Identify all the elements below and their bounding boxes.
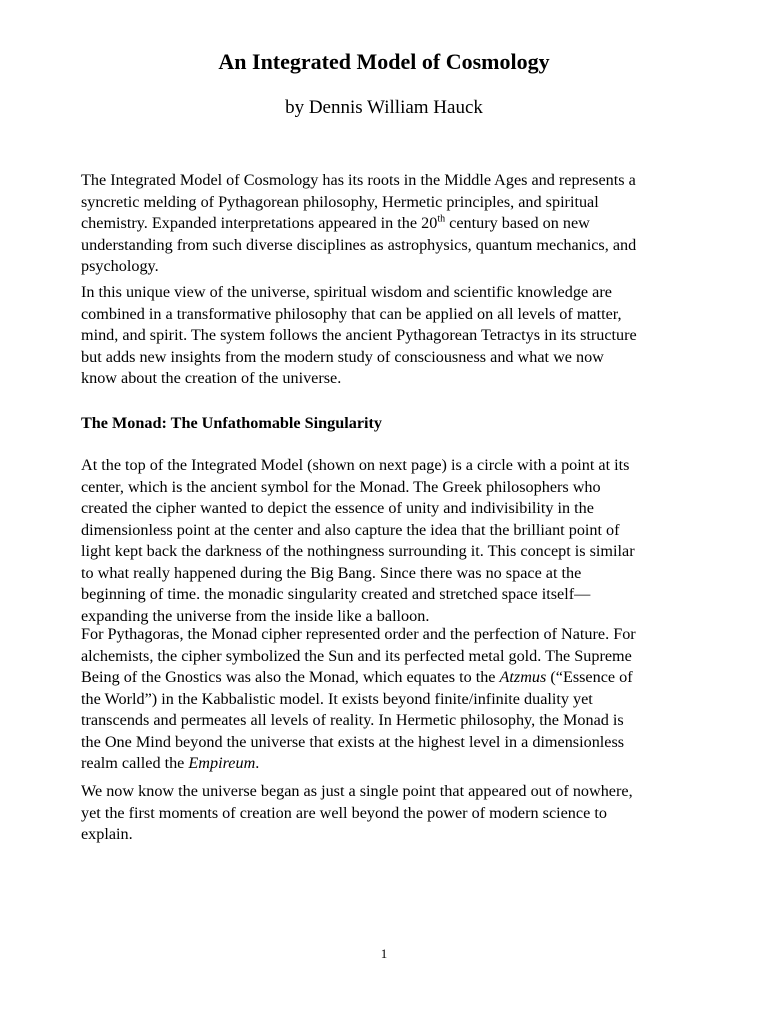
text-line: but adds new insights from the modern study of consciousness and what we now	[81, 347, 604, 366]
text-line: center, which is the ancient symbol for the Monad. The Greek philosophers who	[81, 477, 601, 496]
text-line	[81, 667, 687, 689]
text-line: syncretic melding of Pythagorean philosophy, Hermetic principles, and spiritual	[81, 192, 599, 211]
text-line: alchemists, the cipher symbolized the Sun and its perfected metal gold. The Supreme	[81, 646, 632, 665]
document-title: An Integrated Model of Cosmology	[218, 49, 550, 74]
text-line: the World”) in the Kabbalistic model. It exists beyond finite/infinite duality yet	[81, 689, 593, 708]
monad-paragraph-3	[81, 781, 687, 846]
text-line: dimensionless point at the center and also capture the idea that the brilliant point of	[81, 520, 620, 539]
text-line	[81, 753, 687, 775]
text-line: We now know the universe began as just a single point that appeared out of nowhere,	[81, 782, 633, 800]
italic-term: Empireum	[188, 754, 256, 772]
text-line: expanding the universe from the inside like a balloon.	[81, 606, 430, 625]
superscript: th	[437, 213, 446, 225]
text-line: the One Mind beyond the universe that exists at the highest level in a dimensionless	[81, 732, 625, 751]
document-author: by Dennis William Hauck	[285, 97, 483, 118]
section-heading: The Monad: The Unfathomable Singularity	[81, 414, 383, 432]
text-line: psychology.	[81, 257, 159, 275]
text-line: explain.	[81, 825, 133, 843]
intro-paragraph-2	[81, 282, 687, 390]
text-run: century based on new	[445, 214, 590, 232]
text-line: understanding from such diverse disciplines as astrophysics, quantum mechanics, and	[81, 235, 637, 254]
text-line: beginning of time. the monadic singularity created and stretched space itself—	[81, 585, 591, 603]
text-line: created the cipher wanted to depict the essence of unity and indivisibility in the	[81, 499, 594, 517]
text-run: realm called the	[81, 754, 189, 772]
text-run: Being of the Gnostics was also the Monad, which equates to the	[81, 668, 500, 686]
text-line: light kept back the darkness of the nothingness surrounding it. This concept is similar	[81, 542, 635, 560]
text-run: (“Essence of	[546, 668, 633, 686]
page-number: 1	[380, 946, 388, 961]
text-line: In this unique view of the universe, spiritual wisdom and scientific knowledge are	[81, 283, 612, 301]
intro-paragraph-1	[81, 170, 687, 278]
text-line: transcends and permeates all levels of reality. In Hermetic philosophy, the Monad is	[81, 711, 624, 729]
text-line: know about the creation of the universe.	[81, 369, 342, 387]
text-line	[81, 213, 687, 235]
text-line: yet the first moments of creation are well beyond the power of modern science to	[81, 803, 607, 822]
text-line: For Pythagoras, the Monad cipher represented order and the perfection of Nature. For	[81, 625, 636, 643]
text-run: chemistry. Expanded interpretations appeared in the 20	[81, 214, 438, 232]
text-line: mind, and spirit. The system follows the ancient Pythagorean Tetractys in its structure	[81, 326, 637, 344]
monad-paragraph-1	[81, 455, 687, 627]
text-line: combined in a transformative philosophy that can be applied on all levels of matter,	[81, 304, 622, 323]
text-line: The Integrated Model of Cosmology has its roots in the Middle Ages and represents a	[81, 171, 636, 189]
monad-paragraph-2	[81, 624, 687, 775]
text-line: to what really happened during the Big Bang. Since there was no space at the	[81, 563, 582, 582]
italic-term: Atzmus	[499, 668, 547, 686]
text-run: .	[255, 754, 260, 772]
text-line: At the top of the Integrated Model (shown on next page) is a circle with a point at its	[81, 456, 630, 474]
